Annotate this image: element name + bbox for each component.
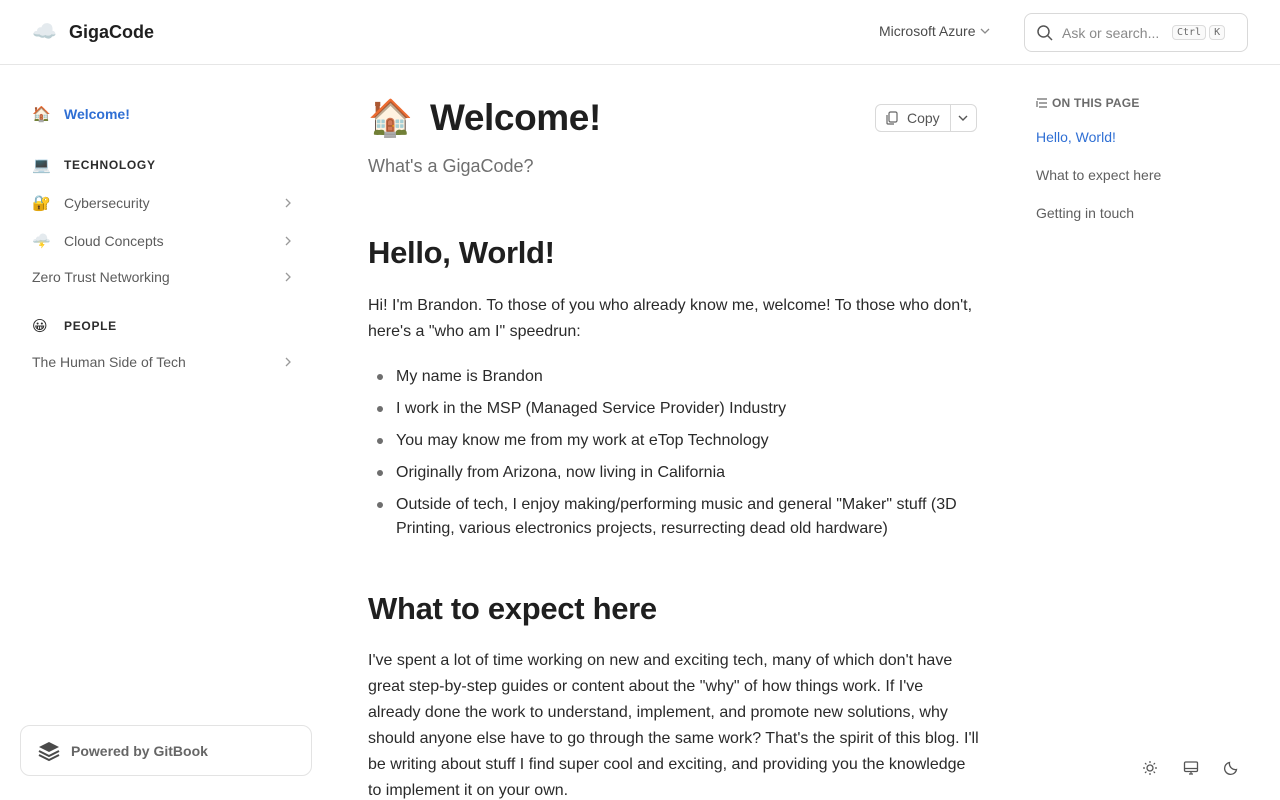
top-header xyxy=(0,0,1280,65)
expect-paragraph: I've spent a lot of time working on new and exciting tech, many of which don't have great step-by-step guides or content about the "why" of how things work. If I've already done the work to understand, implement, and promote new solutions, why should anyone else have to go through the same work? That's the spirit of this blog. I'll be writing about stuff I find super cool and exciting, and providing you the knowledge to implement it on your own. xyxy=(368,652,979,799)
brand-link[interactable] xyxy=(32,18,154,46)
chevron-down-icon xyxy=(957,112,969,124)
gitbook-logo-icon xyxy=(37,740,61,762)
laptop-icon: 💻 xyxy=(32,157,51,174)
page-title-row xyxy=(368,97,601,139)
search-icon xyxy=(1036,24,1054,42)
sidebar-item-cloud-concepts[interactable] xyxy=(32,225,294,257)
list-item: Originally from Arizona, now living in California xyxy=(368,461,980,485)
about-list xyxy=(368,365,980,549)
search-input[interactable] xyxy=(1024,13,1248,52)
shortcut-key-ctrl: Ctrl xyxy=(1172,25,1206,40)
list-item: I work in the MSP (Managed Service Provider) Industry xyxy=(368,397,980,421)
monitor-icon xyxy=(1183,760,1199,776)
sidebar-item-label: Zero Trust Networking xyxy=(32,269,170,285)
sidebar-item-human-side-of-tech[interactable] xyxy=(32,346,294,378)
sidebar-item-label: Cybersecurity xyxy=(64,195,150,211)
copy-page-button[interactable] xyxy=(876,105,951,131)
sidebar-section-people xyxy=(32,315,117,337)
chevron-down-icon xyxy=(979,25,991,37)
list-item: You may know me from my work at eTop Technology xyxy=(368,429,980,453)
heading-hello-world: Hello, World! xyxy=(368,235,555,270)
house-icon: 🏠 xyxy=(32,105,51,123)
list-item: My name is Brandon xyxy=(368,365,980,389)
space-switcher[interactable] xyxy=(879,23,991,39)
sidebar-nav xyxy=(0,65,330,800)
copy-button-group xyxy=(875,104,977,132)
cloud-icon: ☁️ xyxy=(32,21,57,43)
lock-key-icon: 🔐 xyxy=(32,194,51,212)
search-placeholder: Ask or search... xyxy=(1062,24,1160,41)
copy-icon xyxy=(885,111,899,125)
chevron-right-icon[interactable] xyxy=(282,196,294,210)
cloud-lightning-icon: 🌩️ xyxy=(32,232,51,250)
page-title: Welcome! xyxy=(430,97,601,138)
chevron-right-icon[interactable] xyxy=(282,355,294,369)
dark-theme-button[interactable] xyxy=(1220,757,1242,779)
shortcut-key-k: K xyxy=(1209,25,1225,40)
sidebar-item-label: The Human Side of Tech xyxy=(32,354,186,370)
list-icon xyxy=(1036,97,1048,109)
brand-name: GigaCode xyxy=(69,21,155,42)
sun-icon xyxy=(1142,760,1158,776)
copy-label: Copy xyxy=(907,110,940,126)
space-switcher-label: Microsoft Azure xyxy=(879,23,976,39)
house-icon: 🏠 xyxy=(368,97,413,138)
powered-by-label: Powered by GitBook xyxy=(71,742,208,759)
page-subtitle: What's a GigaCode? xyxy=(368,156,534,176)
toc-item-getting-in-touch[interactable]: Getting in touch xyxy=(1036,205,1135,221)
sidebar-item-zero-trust-networking[interactable] xyxy=(32,261,294,293)
sidebar-item-cybersecurity[interactable] xyxy=(32,187,294,219)
sidebar-section-label: TECHNOLOGY xyxy=(64,158,156,172)
toc-heading-label: ON THIS PAGE xyxy=(1052,96,1140,110)
toc-item-hello-world[interactable]: Hello, World! xyxy=(1036,129,1116,145)
copy-options-dropdown[interactable] xyxy=(951,105,976,131)
intro-paragraph: Hi! I'm Brandon. To those of you who already know me, welcome! To those who don't, here's a "who am I" speedrun: xyxy=(368,297,973,340)
list-item: Outside of tech, I enjoy making/performing music and general "Maker" stuff (3D Printing, various electronics projects, resurrecting dead old hardware) xyxy=(368,493,980,541)
light-theme-button[interactable] xyxy=(1139,757,1161,779)
chevron-right-icon[interactable] xyxy=(282,234,294,248)
toc-heading xyxy=(1036,96,1140,110)
sidebar-section-technology xyxy=(32,154,156,176)
sidebar-item-welcome[interactable] xyxy=(32,98,294,130)
smiley-icon: 😀 xyxy=(32,318,48,335)
system-theme-button[interactable] xyxy=(1180,757,1202,779)
heading-what-to-expect: What to expect here xyxy=(368,591,657,626)
chevron-right-icon[interactable] xyxy=(282,270,294,284)
sidebar-item-label: Welcome! xyxy=(64,106,130,122)
sidebar-section-label: PEOPLE xyxy=(64,319,117,333)
powered-by-gitbook-link[interactable] xyxy=(20,725,312,776)
moon-icon xyxy=(1223,760,1239,776)
sidebar-item-label: Cloud Concepts xyxy=(64,233,164,249)
toc-item-what-to-expect[interactable]: What to expect here xyxy=(1036,167,1162,183)
